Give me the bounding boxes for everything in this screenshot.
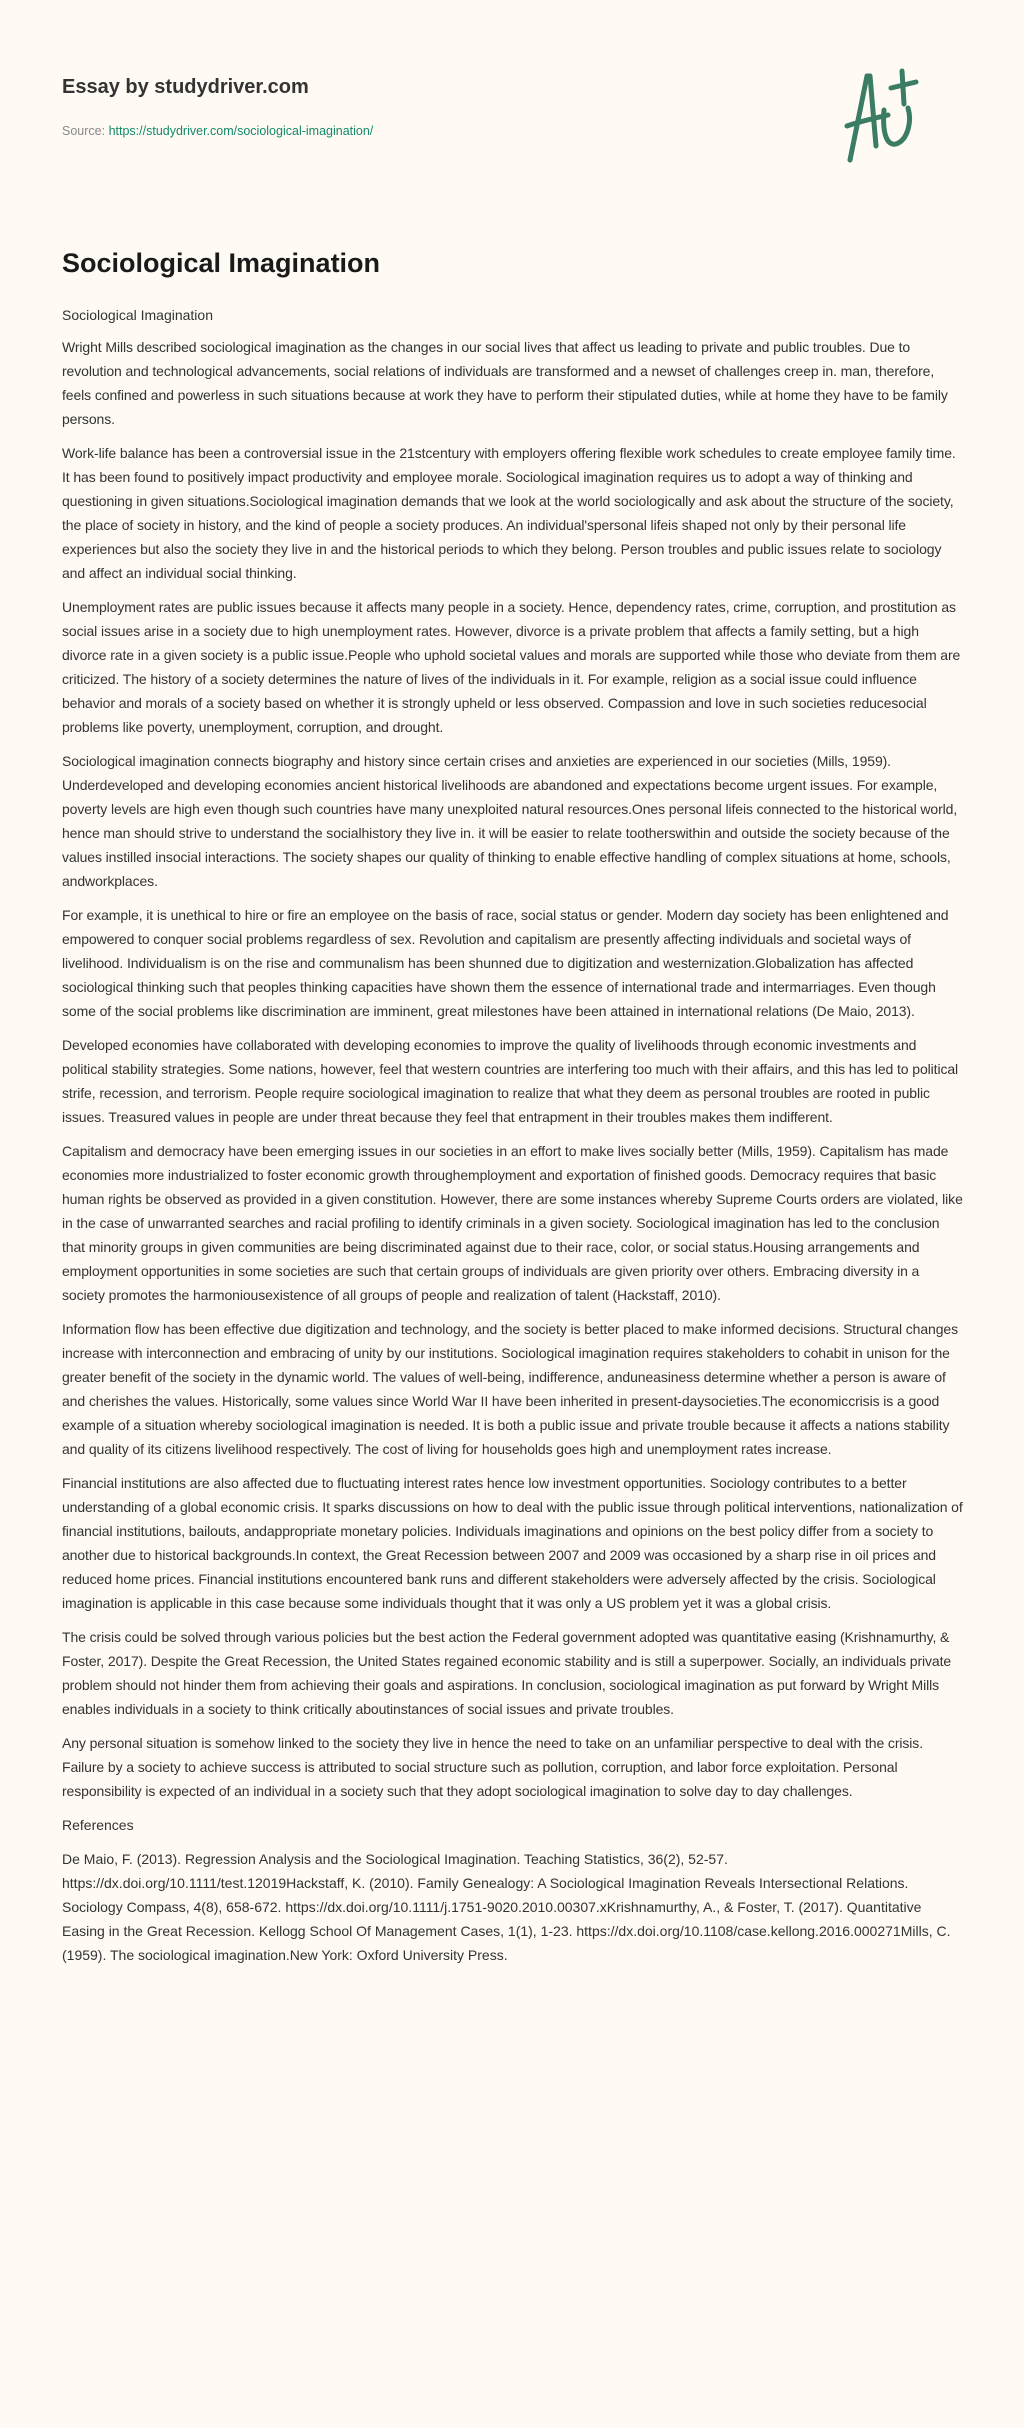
source-label: Source:	[62, 124, 106, 138]
essay-paragraph: Sociological imagination connects biography and history since certain crises and anxieties are experienced in our societies (Mills, 1959). Underdeveloped and developing economies ancient historical livelihoods are abandoned and expectations become urgent issues. For example, poverty levels are high even though such countries have many unexploited natural resources.Ones personal lifeis connected to the historical world, hence man should strive to understand the socialhistory they live in. it will be easier to relate tootherswithin and outside the society because of the values instilled insocial interactions. The society shapes our quality of thinking to enable effective handling of complex situations at home, schools, andworkplaces.	[62, 753, 958, 889]
essay-title: Sociological Imagination	[62, 248, 381, 278]
source-link[interactable]: https://studydriver.com/sociological-imagination/	[108, 124, 374, 138]
essay-content	[0, 246, 1024, 1967]
page-header	[0, 0, 1024, 200]
a-plus-logo-icon	[836, 66, 946, 166]
essay-subtitle: Sociological Imagination	[62, 307, 213, 323]
essay-paragraph: Information flow has been effective due digitization and technology, and the society is better placed to make informed decisions. Structural changes increase with interconnection and embracing of unity by our institutions. Sociological imagination requires stakeholders to cohabit in unison for the greater benefit of the society in the dynamic world. The values of well-being, indifference, anduneasiness determine whether a person is aware of and cherishes the values. Historically, some values since World War II have been inherited in present-daysocieties.The economiccrisis is a good example of a situation whereby sociological imagination is needed. It is both a public issue and private trouble because it affects a nations stability and quality of its citizens livelihood respectively. The cost of living for households goes high and unemployment rates increase.	[62, 1321, 958, 1457]
essay-paragraph: Financial institutions are also affected due to fluctuating interest rates hence low investment opportunities. Sociology contributes to a better understanding of a global economic crisis. It sparks discussions on how to deal with the public issue through political interventions, nationalization of financial institutions, bailouts, andappropriate monetary policies. Individuals imaginations and opinions on the best policy differ from a society to another due to historical backgrounds.In context, the Great Recession between 2007 and 2009 was occasioned by a sharp rise in oil prices and reduced home prices. Financial institutions encountered bank runs and different stakeholders were adversely affected by the crisis. Sociological imagination is applicable in this case because some individuals thought that it was only a US problem yet it was a global crisis.	[62, 1475, 963, 1611]
references-list: De Maio, F. (2013). Regression Analysis and the Sociological Imagination. Teaching Statistics, 36(2), 52-57. https://dx.doi.org/10.1111/test.12019Hackstaff, K. (2010). Family Genealogy: A Sociological Imagination Reveals Intersectional Relations. Sociology Compass, 4(8), 658-672. https://dx.doi.org/10.1111/j.1751-9020.2010.00307.xKrishnamurthy, A., & Foster, T. (2017). Quantitative Easing in the Great Recession. Kellogg School Of Management Cases, 1(1), 1-23. https://dx.doi.org/10.1108/case.kellong.2016.000271Mills, C. (1959). The sociological imagination.New York: Oxford University Press.	[62, 1851, 951, 1963]
references-heading: References	[62, 1817, 134, 1833]
essay-paragraph: Unemployment rates are public issues because it affects many people in a society. Hence, dependency rates, crime, corruption, and prostitution as social issues arise in a society due to high unemployment rates. However, divorce is a private problem that affects a family setting, but a high divorce rate in a given society is a public issue.People who uphold societal values and morals are supported while those who deviate from them are criticized. The history of a society determines the nature of lives of the individuals in it. For example, religion as a social issue could influence behavior and morals of a society based on whether it is strongly upheld or less observed. Compassion and love in such societies reducesocial problems like poverty, unemployment, corruption, and drought.	[62, 599, 961, 735]
essay-paragraph: Any personal situation is somehow linked to the society they live in hence the need to take on an unfamiliar perspective to deal with the crisis. Failure by a society to achieve success is attributed to social structure such as pollution, corruption, and labor force exploitation. Personal responsibility is expected of an individual in a society such that they adopt sociological imagination to solve day to day challenges.	[62, 1735, 923, 1799]
essay-paragraph: Capitalism and democracy have been emerging issues in our societies in an effort to make lives socially better (Mills, 1959). Capitalism has made economies more industrialized to foster economic growth throughemployment and exportation of finished goods. Democracy requires that basic human rights be observed as provided in a given constitution. However, there are some instances whereby Supreme Courts orders are violated, like in the case of unwarranted searches and racial profiling to identify criminals in a given society. Sociological imagination has led to the conclusion that minority groups in given communities are being discriminated against due to their race, color, or social status.Housing arrangements and employment opportunities in some societies are such that certain groups of individuals are given priority over others. Embracing diversity in a society promotes the harmoniousexistence of all groups of people and realization of talent (Hackstaff, 2010).	[62, 1143, 963, 1303]
essay-paragraph: Developed economies have collaborated with developing economies to improve the quality of livelihoods through economic investments and political stability strategies. Some nations, however, feel that western countries are interfering too much with their affairs, and this has led to political strife, recession, and terrorism. People require sociological imagination to realize that what they deem as personal troubles are rooted in public issues. Treasured values in people are under threat because they feel that entrapment in their troubles makes them indifferent.	[62, 1037, 959, 1125]
essay-paragraph: For example, it is unethical to hire or fire an employee on the basis of race, social status or gender. Modern day society has been enlightened and empowered to conquer social problems regardless of sex. Revolution and capitalism are presently affecting individuals and societal ways of livelihood. Individualism is on the rise and communalism has been shunned due to digitization and westernization.Globalization has affected sociological thinking such that peoples thinking capacities have shown them the essence of international trade and intermarriages. Even though some of the social problems like discrimination are imminent, great milestones have been attained in international relations (De Maio, 2013).	[62, 907, 949, 1019]
essay-paragraph: The crisis could be solved through various policies but the best action the Federal government adopted was quantitative easing (Krishnamurthy, & Foster, 2017). Despite the Great Recession, the United States regained economic stability and is still a superpower. Socially, an individuals private problem should not hinder them from achieving their goals and aspirations. In conclusion, sociological imagination as put forward by Wright Mills enables individuals in a society to think critically aboutinstances of social issues and private troubles.	[62, 1629, 952, 1717]
essay-paragraph: Work-life balance has been a controversial issue in the 21stcentury with employers offering flexible work schedules to create employee family time. It has been found to positively impact productivity and employee morale. Sociological imagination requires us to adopt a way of thinking and questioning in given situations.Sociological imagination demands that we look at the world sociologically and ask about the structure of the society, the place of society in history, and the kind of people a society produces. An individual'spersonal lifeis shaped not only by their personal life experiences but also the society they live in and the historical periods to which they belong. Person troubles and public issues relate to sociology and affect an individual social thinking.	[62, 445, 956, 581]
essay-paragraph: Wright Mills described sociological imagination as the changes in our social lives that affect us leading to private and public troubles. Due to revolution and technological advancements, social relations of individuals are transformed and a newset of challenges creep in. man, therefore, feels confined and powerless in such situations because at work they have to perform their stipulated duties, while at home they have to be family persons.	[62, 339, 948, 427]
site-title: Essay by studydriver.com	[62, 76, 309, 98]
source-line	[62, 124, 373, 138]
